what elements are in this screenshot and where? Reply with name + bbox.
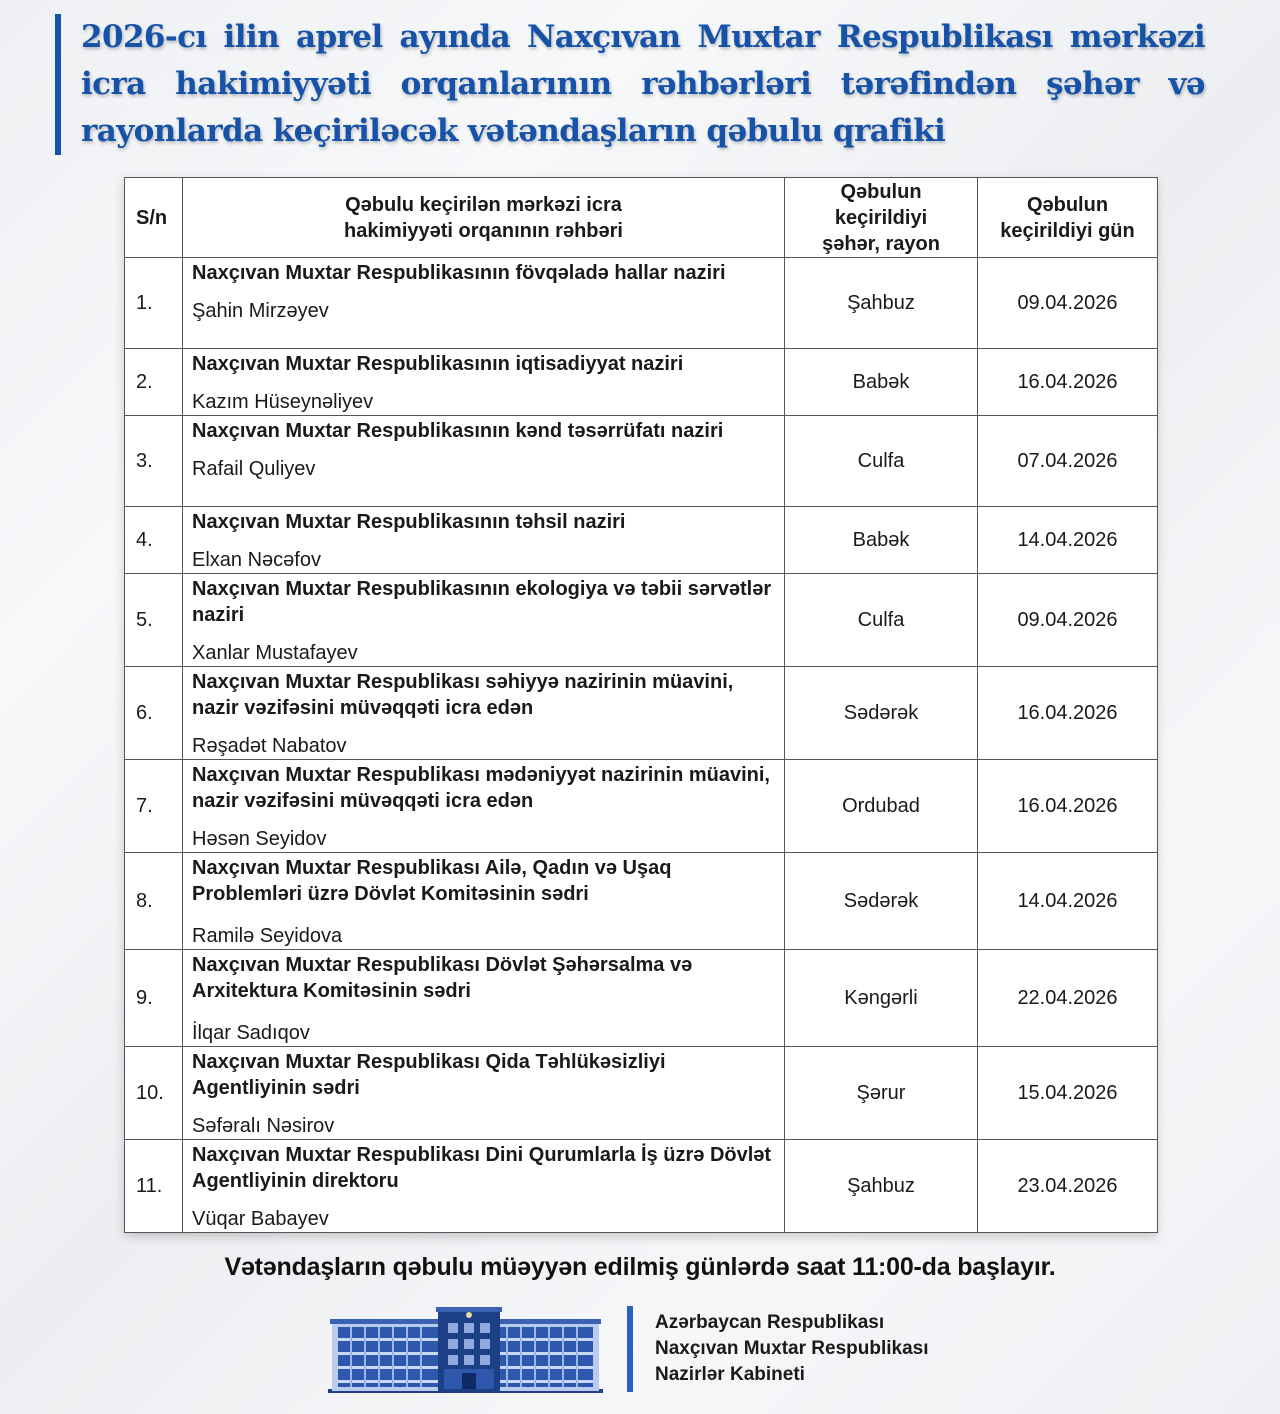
reception-time-note: Vətəndaşların qəbulu müəyyən edilmiş günlərdə saat 11:00-da başlayır. bbox=[224, 1253, 1056, 1281]
row-official bbox=[183, 1140, 785, 1233]
official-name: Rafail Quliyev bbox=[192, 458, 316, 480]
table-row bbox=[125, 349, 1158, 416]
official-name: Elxan Nəcəfov bbox=[192, 549, 321, 571]
row-sn: 6. bbox=[125, 667, 183, 760]
row-sn: 3. bbox=[125, 416, 183, 507]
row-official bbox=[183, 760, 785, 853]
official-name: Xanlar Mustafayev bbox=[192, 642, 358, 664]
official-name: Şahin Mirzəyev bbox=[192, 300, 329, 322]
header-location: Qəbulun keçirildiyi şəhər, rayon bbox=[785, 178, 978, 258]
schedule-table-container bbox=[124, 177, 1157, 1233]
row-date: 16.04.2026 bbox=[978, 349, 1158, 416]
row-sn: 8. bbox=[125, 853, 183, 950]
row-sn: 9. bbox=[125, 950, 183, 1047]
row-location: Ordubad bbox=[785, 760, 978, 853]
org-line-cabinet: Nazirlər Kabineti bbox=[655, 1364, 805, 1385]
row-official bbox=[183, 1047, 785, 1140]
table-row bbox=[125, 258, 1158, 349]
row-sn: 10. bbox=[125, 1047, 183, 1140]
official-position: Naxçıvan Muxtar Respublikasının fövqəladə hallar naziri bbox=[192, 262, 726, 284]
official-position: Naxçıvan Muxtar Respublikası Ailə, Qadın və Uşaq Problemləri üzrə Dövlət Komitəsinin sədri bbox=[192, 857, 672, 905]
row-official bbox=[183, 258, 785, 349]
table-row bbox=[125, 950, 1158, 1047]
row-date: 16.04.2026 bbox=[978, 760, 1158, 853]
row-sn: 4. bbox=[125, 507, 183, 574]
header-sn: S/n bbox=[125, 178, 183, 258]
official-name: Rəşadət Nabatov bbox=[192, 735, 347, 757]
official-position: Naxçıvan Muxtar Respublikasının kənd təsərrüfatı naziri bbox=[192, 420, 724, 442]
row-sn: 1. bbox=[125, 258, 183, 349]
table-row bbox=[125, 574, 1158, 667]
organization-name bbox=[655, 1310, 929, 1388]
row-location: Sədərək bbox=[785, 667, 978, 760]
official-name: Səfəralı Nəsirov bbox=[192, 1115, 335, 1137]
official-position: Naxçıvan Muxtar Respublikası Qida Təhlükəsizliyi Agentliyinin sədri bbox=[192, 1051, 666, 1099]
official-position: Naxçıvan Muxtar Respublikası Dövlət Şəhərsalma və Arxitektura Komitəsinin sədri bbox=[192, 954, 693, 1002]
row-location: Culfa bbox=[785, 574, 978, 667]
table-row bbox=[125, 853, 1158, 950]
schedule-table bbox=[124, 177, 1158, 1233]
row-date: 09.04.2026 bbox=[978, 258, 1158, 349]
table-row bbox=[125, 760, 1158, 853]
header-official: Qəbulu keçirilən mərkəzi icra hakimiyyəti orqanının rəhbəri bbox=[183, 178, 785, 258]
government-building-icon bbox=[328, 1305, 603, 1393]
row-official bbox=[183, 349, 785, 416]
row-location: Babək bbox=[785, 507, 978, 574]
row-sn: 5. bbox=[125, 574, 183, 667]
official-name: Həsən Seyidov bbox=[192, 828, 327, 850]
header-date: Qəbulun keçirildiyi gün bbox=[978, 178, 1158, 258]
row-date: 14.04.2026 bbox=[978, 507, 1158, 574]
row-location: Culfa bbox=[785, 416, 978, 507]
logo-divider bbox=[627, 1306, 633, 1392]
row-date: 22.04.2026 bbox=[978, 950, 1158, 1047]
footer-logo bbox=[328, 1305, 929, 1393]
page-title: 2026-cı ilin aprel ayında Naxçıvan Muxtar Respublikası mərkəzi icra hakimiyyəti orqanlarının rəhbərləri tərəfindən şəhər və rayonlarda keçiriləcək vətəndaşların qəbulu qrafiki bbox=[81, 19, 1205, 149]
official-position: Naxçıvan Muxtar Respublikası Dini Qurumlarla İş üzrə Dövlət Agentliyinin direktoru bbox=[192, 1144, 772, 1192]
official-position: Naxçıvan Muxtar Respublikasının təhsil naziri bbox=[192, 511, 626, 533]
table-row bbox=[125, 1140, 1158, 1233]
row-sn: 7. bbox=[125, 760, 183, 853]
row-location: Kəngərli bbox=[785, 950, 978, 1047]
table-row bbox=[125, 1047, 1158, 1140]
org-line-republic: Naxçıvan Muxtar Respublikası bbox=[655, 1338, 929, 1359]
official-position: Naxçıvan Muxtar Respublikası səhiyyə nazirinin müavini, nazir vəzifəsini müvəqqəti icra edən bbox=[192, 671, 734, 719]
row-location: Sədərək bbox=[785, 853, 978, 950]
official-position: Naxçıvan Muxtar Respublikasının ekologiya və təbii sərvətlər naziri bbox=[192, 578, 772, 626]
row-date: 16.04.2026 bbox=[978, 667, 1158, 760]
title-block bbox=[55, 14, 1205, 155]
official-name: İlqar Sadıqov bbox=[192, 1022, 310, 1044]
row-official bbox=[183, 667, 785, 760]
row-location: Şahbuz bbox=[785, 1140, 978, 1233]
row-official bbox=[183, 853, 785, 950]
table-row bbox=[125, 667, 1158, 760]
row-date: 23.04.2026 bbox=[978, 1140, 1158, 1233]
row-sn: 2. bbox=[125, 349, 183, 416]
row-official bbox=[183, 507, 785, 574]
row-date: 15.04.2026 bbox=[978, 1047, 1158, 1140]
table-header-row bbox=[125, 178, 1158, 258]
row-date: 09.04.2026 bbox=[978, 574, 1158, 667]
row-official bbox=[183, 416, 785, 507]
official-name: Kazım Hüseynəliyev bbox=[192, 391, 374, 413]
official-name: Vüqar Babayev bbox=[192, 1208, 329, 1230]
row-official bbox=[183, 574, 785, 667]
official-position: Naxçıvan Muxtar Respublikası mədəniyyət nazirinin müavini, nazir vəzifəsini müvəqqəti icra edən bbox=[192, 764, 770, 812]
row-location: Şərur bbox=[785, 1047, 978, 1140]
official-position: Naxçıvan Muxtar Respublikasının iqtisadiyyat naziri bbox=[192, 353, 684, 375]
row-date: 07.04.2026 bbox=[978, 416, 1158, 507]
table-row bbox=[125, 507, 1158, 574]
row-location: Babək bbox=[785, 349, 978, 416]
org-line-country: Azərbaycan Respublikası bbox=[655, 1312, 885, 1333]
row-date: 14.04.2026 bbox=[978, 853, 1158, 950]
row-location: Şahbuz bbox=[785, 258, 978, 349]
row-sn: 11. bbox=[125, 1140, 183, 1233]
official-name: Ramilə Seyidova bbox=[192, 925, 343, 947]
table-row bbox=[125, 416, 1158, 507]
row-official bbox=[183, 950, 785, 1047]
